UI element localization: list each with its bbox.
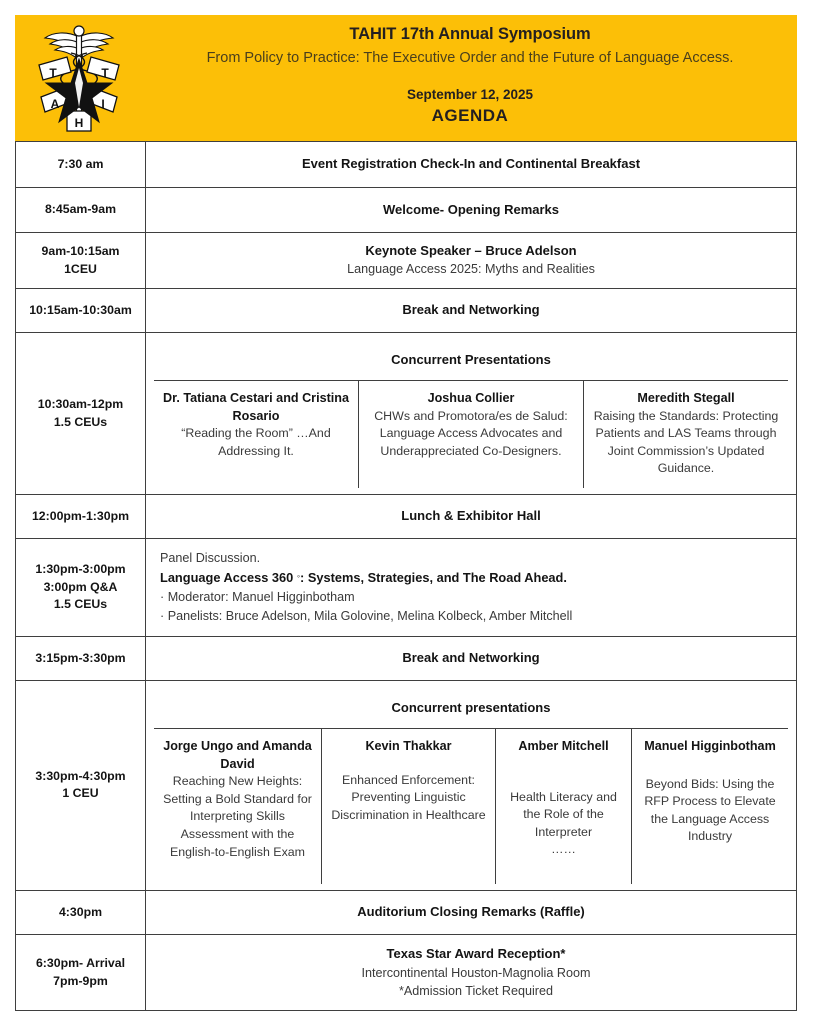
reception-content <box>146 934 797 1010</box>
row-title: Welcome- Opening Remarks <box>146 188 797 233</box>
panel-title-post: : Systems, Strategies, and The Road Ahead. <box>300 570 567 586</box>
row-time <box>16 333 146 495</box>
reception-title: Texas Star Award Reception* <box>386 945 566 961</box>
concurrent-session-row <box>154 381 788 488</box>
page-subtitle: From Policy to Practice: The Executive Order and the Future of Language Access. <box>206 49 734 66</box>
row-time-line1: 6:30pm- Arrival <box>35 956 126 971</box>
row-title: Auditorium Closing Remarks (Raffle) <box>146 890 797 934</box>
table-row-reception <box>16 934 797 1010</box>
table-row-concurrent-morning <box>16 333 797 495</box>
tahit-caduceus-star-logo-icon <box>27 23 131 133</box>
row-time-line1: 9am-10:15am <box>41 244 120 259</box>
event-date: September 12, 2025 <box>406 87 534 103</box>
svg-text:A: A <box>50 97 60 111</box>
session-topic: CHWs and Promotora/es de Salud: Language Access Advocates and Underappreciated Co-Designers. <box>374 408 568 458</box>
row-time-line2: 1 CEU <box>62 786 99 801</box>
table-row <box>16 495 797 539</box>
panel-moderator: · Moderator: Manuel Higginbotham <box>160 589 355 604</box>
svg-text:T: T <box>49 66 57 80</box>
table-row <box>16 636 797 680</box>
row-content <box>146 233 797 289</box>
session-speaker: Dr. Tatiana Cestari and Cristina Rosario <box>163 391 349 423</box>
row-time: 8:45am-9am <box>16 188 146 233</box>
session-speaker: Meredith Stegall <box>637 391 735 405</box>
table-row-concurrent-afternoon <box>16 680 797 890</box>
session-cell <box>584 381 788 488</box>
row-time-line2: 3:00pm Q&A <box>43 579 118 594</box>
session-cell <box>359 381 584 488</box>
row-time-line3: 1.5 CEUs <box>53 597 108 612</box>
session-cell <box>154 729 322 884</box>
session-dots: …… <box>551 842 576 857</box>
table-row <box>16 142 797 188</box>
row-time-line1: 10:30am-12pm <box>37 397 124 412</box>
row-time-line1: 3:30pm-4:30pm <box>35 768 126 783</box>
row-time-line2: 7pm-9pm <box>53 973 108 988</box>
session-topic: Reaching New Heights: Setting a Bold Standard for Interpreting Skills Assessment with the English-to-English Exam <box>163 774 312 859</box>
header-banner <box>15 15 797 141</box>
concurrent-heading: Concurrent presentations <box>154 687 788 729</box>
table-row-panel <box>16 539 797 637</box>
row-time-line1: 1:30pm-3:00pm <box>35 562 126 577</box>
row-title: Lunch & Exhibitor Hall <box>146 495 797 539</box>
row-title: Keynote Speaker – Bruce Adelson <box>365 243 577 259</box>
panel-content <box>146 539 797 637</box>
session-topic: Raising the Standards: Protecting Patients and LAS Teams through Joint Commission’s Updated Guidance. <box>593 408 779 476</box>
panel-intro: Panel Discussion. <box>160 551 261 566</box>
svg-text:H: H <box>74 116 84 130</box>
panel-panelists: · Panelists: Bruce Adelson, Mila Golovine, Melina Kolbeck, Amber Mitchell <box>160 608 573 623</box>
session-speaker: Amber Mitchell <box>518 738 609 753</box>
session-topic: Enhanced Enforcement: Preventing Linguistic Discrimination in Healthcare <box>331 772 486 822</box>
agenda-table <box>15 141 797 1011</box>
panel-title-pre: Language Access 360 <box>160 570 294 586</box>
degree-icon: ◦ <box>296 571 301 582</box>
concurrent-block <box>146 680 797 890</box>
table-row <box>16 188 797 233</box>
reception-venue: Intercontinental Houston-Magnolia Room <box>361 965 591 980</box>
svg-text:I: I <box>101 97 105 111</box>
concurrent-block <box>146 333 797 495</box>
session-topic: Beyond Bids: Using the RFP Process to Elevate the Language Access Industry <box>644 776 776 844</box>
logo-container <box>15 15 143 141</box>
row-time: 7:30 am <box>16 142 146 188</box>
header-text-block <box>143 15 797 141</box>
row-subtitle: Language Access 2025: Myths and Realities <box>347 262 595 277</box>
concurrent-session-row <box>154 729 788 884</box>
table-row <box>16 890 797 934</box>
row-time: 12:00pm-1:30pm <box>16 495 146 539</box>
session-speaker: Kevin Thakkar <box>365 738 452 753</box>
session-speaker: Jorge Ungo and Amanda David <box>163 738 312 771</box>
row-time <box>16 233 146 289</box>
session-cell <box>496 729 632 884</box>
agenda-label: AGENDA <box>431 106 509 126</box>
session-cell <box>154 381 359 488</box>
reception-note: *Admission Ticket Required <box>399 984 553 999</box>
session-cell <box>322 729 496 884</box>
session-speaker: Joshua Collier <box>427 391 515 405</box>
row-time: 10:15am-10:30am <box>16 289 146 333</box>
session-speaker: Manuel Higginbotham <box>644 738 776 753</box>
row-time <box>16 680 146 890</box>
row-time: 4:30pm <box>16 890 146 934</box>
panel-title <box>160 568 786 587</box>
svg-text:T: T <box>101 66 109 80</box>
row-time: 3:15pm-3:30pm <box>16 636 146 680</box>
table-row <box>16 289 797 333</box>
row-title: Break and Networking <box>146 636 797 680</box>
session-cell <box>632 729 788 884</box>
row-title: Event Registration Check-In and Continental Breakfast <box>146 142 797 188</box>
row-title: Break and Networking <box>146 289 797 333</box>
page-title: TAHIT 17th Annual Symposium <box>349 25 591 43</box>
concurrent-heading: Concurrent Presentations <box>154 339 788 381</box>
table-row <box>16 233 797 289</box>
row-time <box>16 934 146 1010</box>
row-time-line2: 1.5 CEUs <box>53 414 108 429</box>
row-time-line2: 1CEU <box>64 261 97 276</box>
row-time <box>16 539 146 637</box>
session-topic: Health Literacy and the Role of the Interpreter <box>510 789 617 839</box>
session-topic: “Reading the Room” …And Addressing It. <box>181 426 331 458</box>
